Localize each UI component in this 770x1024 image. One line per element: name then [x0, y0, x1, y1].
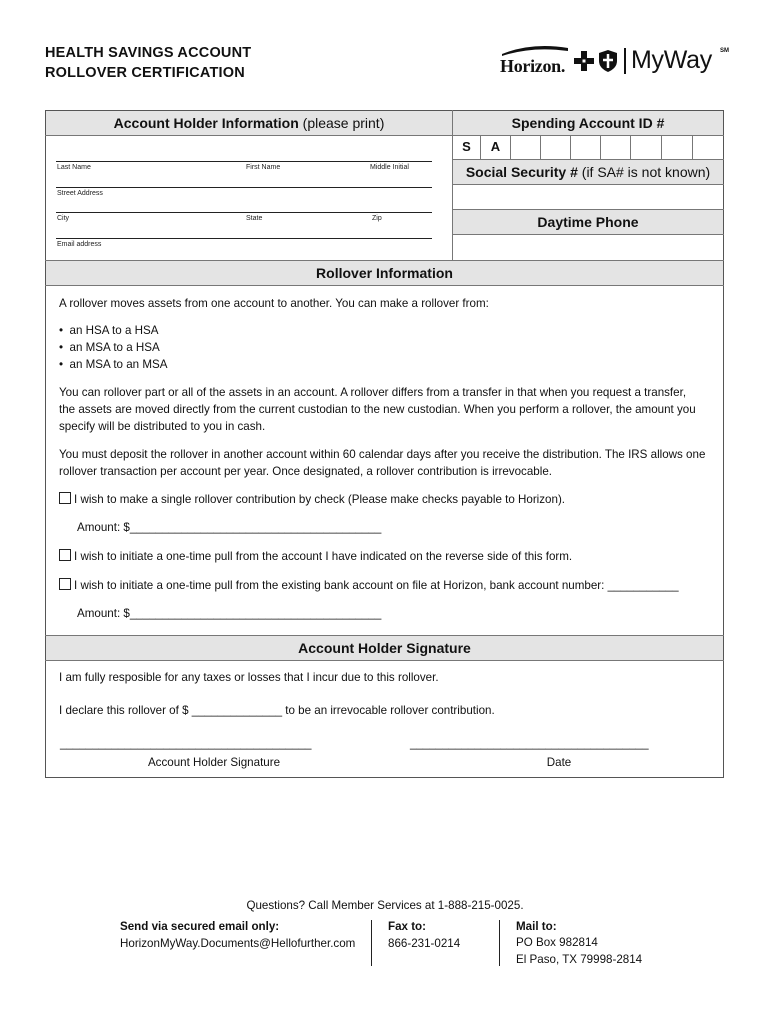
rollover-option-check: I wish to make a single rollover contribution by check (Please make checks payable to Horizon). — [59, 492, 565, 509]
rollover-bullet-item: • an MSA to a HSA — [59, 341, 160, 354]
city-field-line — [56, 212, 432, 213]
blue-shield-icon — [598, 49, 618, 73]
email-label: Email address — [57, 241, 102, 248]
account-id-digit-box[interactable] — [693, 135, 724, 159]
questions-text: Questions? Call Member Services at 1-888-215-0025. — [246, 899, 524, 912]
option-check-checkbox[interactable] — [59, 492, 71, 504]
rollover-heading-bottom-line — [45, 285, 724, 286]
email-heading: Send via secured email only: — [120, 920, 280, 933]
email-input[interactable] — [56, 225, 432, 238]
fax-number: 866-231-0214 — [388, 937, 461, 950]
state-label: State — [246, 215, 263, 222]
logo-divider — [624, 48, 626, 74]
rollover-paragraph-1-line: the assets are moved directly from the current custodian to the new custodian. When you perform a rollover, the amount you — [59, 403, 696, 416]
street-field-line — [56, 187, 432, 188]
rollover-heading: Rollover Information — [46, 261, 723, 285]
signature-responsibility-text: I am fully resposible for any taxes or losses that I incur due to this rollover. — [59, 671, 439, 684]
account-id-digit-box[interactable] — [631, 135, 662, 159]
rollover-paragraph-2-line: rollover transaction per account per year. Once designated, a rollover contribution is irrevocable. — [59, 465, 552, 478]
signature-heading: Account Holder Signature — [46, 636, 723, 660]
rollover-bullet-item: • an HSA to a HSA — [59, 324, 159, 337]
city-label: City — [57, 215, 70, 222]
logo-myway-text: MyWay — [631, 46, 712, 74]
account-id-digit-box[interactable] — [571, 135, 601, 159]
street-address-input[interactable] — [56, 174, 432, 187]
blue-cross-icon — [574, 50, 594, 72]
zip-label: Zip — [372, 215, 382, 222]
amount-check-field[interactable]: Amount: $_______________________________________ — [77, 521, 382, 534]
city-state-zip-input[interactable] — [56, 199, 432, 212]
option-bank-pull-checkbox[interactable] — [59, 578, 71, 590]
account-id-digit-box[interactable] — [662, 135, 693, 159]
account-id-prefix-a: A — [481, 135, 511, 159]
footer-divider — [371, 920, 372, 966]
option-reverse-pull-checkbox[interactable] — [59, 549, 71, 561]
first-name-label: First Name — [246, 164, 281, 171]
rollover-paragraph-1-line: specify will be distributed to you in cash. — [59, 420, 266, 433]
rollover-bullet-item: • an MSA to an MSA — [59, 358, 168, 371]
ssn-heading: Social Security # (if SA# is not known) — [453, 160, 723, 184]
horizon-myway-logo — [500, 44, 732, 80]
street-address-label: Street Address — [57, 190, 103, 197]
fax-heading: Fax to: — [388, 920, 427, 933]
account-id-digit-box[interactable] — [511, 135, 541, 159]
account-id-prefix-s: S — [453, 135, 481, 159]
rollover-option-reverse-pull: I wish to initiate a one-time pull from the account I have indicated on the reverse side of this form. — [59, 549, 572, 566]
form-title-line2: ROLLOVER CERTIFICATION — [45, 65, 245, 81]
account-id-digit-box[interactable] — [601, 135, 631, 159]
logo-horizon-text: Horizon. — [500, 56, 566, 76]
rollover-paragraph-2-line: You must deposit the rollover in another account within 60 calendar days after you receive the distribution. The IRS allows one — [59, 448, 706, 461]
signature-label: Account Holder Signature — [147, 756, 281, 769]
spending-account-heading: Spending Account ID # — [453, 111, 723, 135]
daytime-phone-input[interactable] — [453, 235, 723, 260]
mail-heading: Mail to: — [516, 920, 557, 933]
signature-heading-bottom-line — [45, 660, 724, 661]
name-field-line — [56, 161, 432, 162]
date-label: Date — [546, 756, 572, 769]
footer-divider — [499, 920, 500, 966]
signature-line[interactable]: _______________________________________ — [60, 737, 312, 750]
daytime-phone-heading: Daytime Phone — [453, 210, 723, 234]
mail-address-line: El Paso, TX 79998-2814 — [516, 953, 643, 966]
form-title-line1: HEALTH SAVINGS ACCOUNT — [45, 45, 252, 61]
mail-address-line: PO Box 982814 — [516, 936, 598, 949]
rollover-intro: A rollover moves assets from one account to another. You can make a rollover from: — [59, 297, 489, 310]
last-name-label: Last Name — [57, 164, 91, 171]
horizon-swoosh-icon — [502, 45, 568, 56]
service-mark: SM — [720, 48, 729, 54]
rollover-amount-declaration[interactable]: I declare this rollover of $ ______________ to be an irrevocable rollover contribution. — [59, 704, 495, 717]
account-id-digit-box[interactable] — [541, 135, 571, 159]
ssn-input[interactable] — [453, 185, 723, 209]
submit-email-address[interactable]: HorizonMyWay.Documents@Hellofurther.com — [120, 937, 356, 950]
rollover-paragraph-1-line: You can rollover part or all of the assets in an account. A rollover differs from a transfer in that when you request a transfer, — [59, 386, 687, 399]
name-input[interactable] — [56, 148, 432, 161]
date-line[interactable]: _____________________________________ — [410, 737, 649, 750]
amount-bank-field[interactable]: Amount: $_______________________________________ — [77, 607, 382, 620]
account-holder-heading: Account Holder Information (please print) — [46, 111, 452, 135]
rollover-option-bank-pull: I wish to initiate a one-time pull from the existing bank account on file at Horizon, bank account number: ___________ — [59, 578, 679, 595]
email-field-line — [56, 238, 432, 239]
middle-initial-label: Middle Initial — [370, 164, 409, 171]
